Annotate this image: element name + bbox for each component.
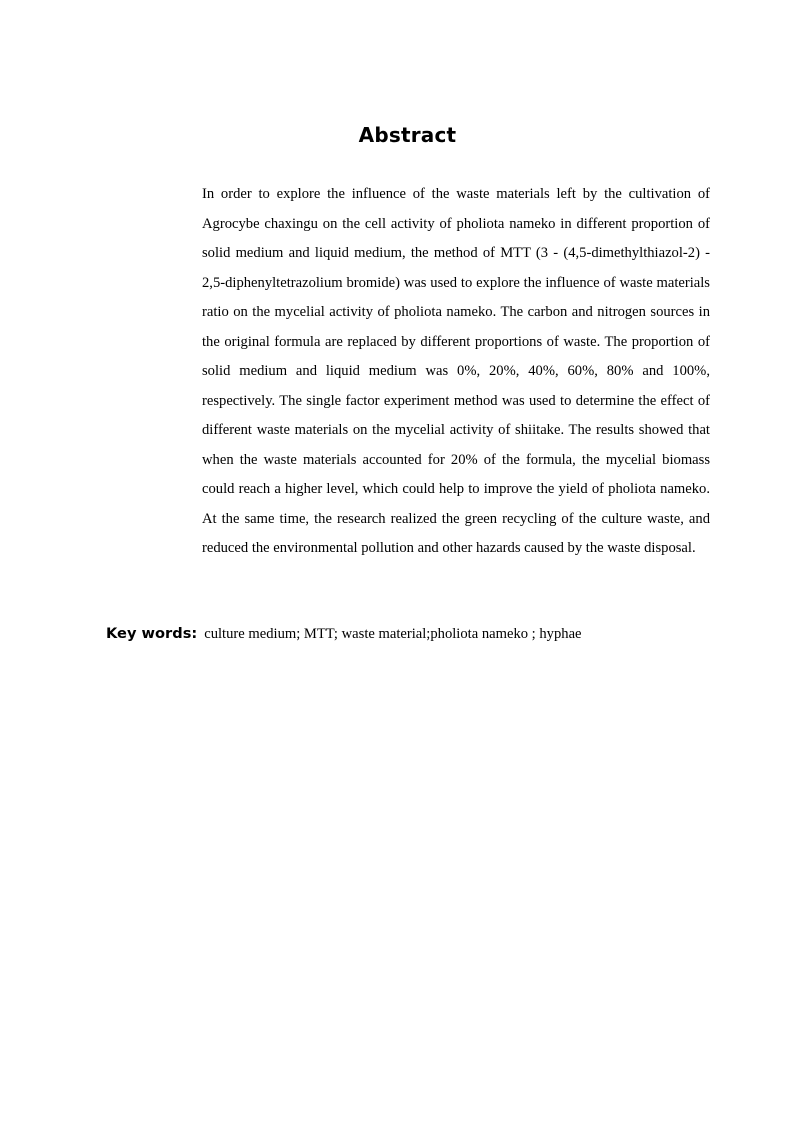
abstract-body-text: In order to explore the influence of the waste materials left by the cultivation of Agrocybe chaxingu on the cell activity of pholiota nameko in different proportion of solid medium and liquid medium, the method of MTT (3 - (4,5-dimethylthiazol-2) - 2,5-diphenyltetrazolium bromide) was used to explore the influence of waste materials ratio on the mycelial activity of pholiota nameko. The carbon and nitrogen sources in the original formula are replaced by different proportions of waste. The proportion of solid medium and liquid medium was 0%, 20%, 40%, 60%, 80% and 100%, respectively. The single factor experiment method was used to determine the effect of different waste materials on the mycelial activity of shiitake. The results showed that when the waste materials accounted for 20% of the formula, the mycelial biomass could reach a higher level, which could help to improve the yield of pholiota nameko. At the same time, the research realized the green recycling of the culture waste, and reduced the environmental pollution and other hazards caused by the waste disposal.	[202, 186, 710, 556]
keywords-label: Key words:	[106, 625, 198, 642]
keywords-text: culture medium; MTT; waste material;pholiota nameko ; hyphae	[204, 626, 582, 642]
abstract-heading: Abstract	[358, 123, 457, 147]
keywords-line	[106, 620, 746, 648]
